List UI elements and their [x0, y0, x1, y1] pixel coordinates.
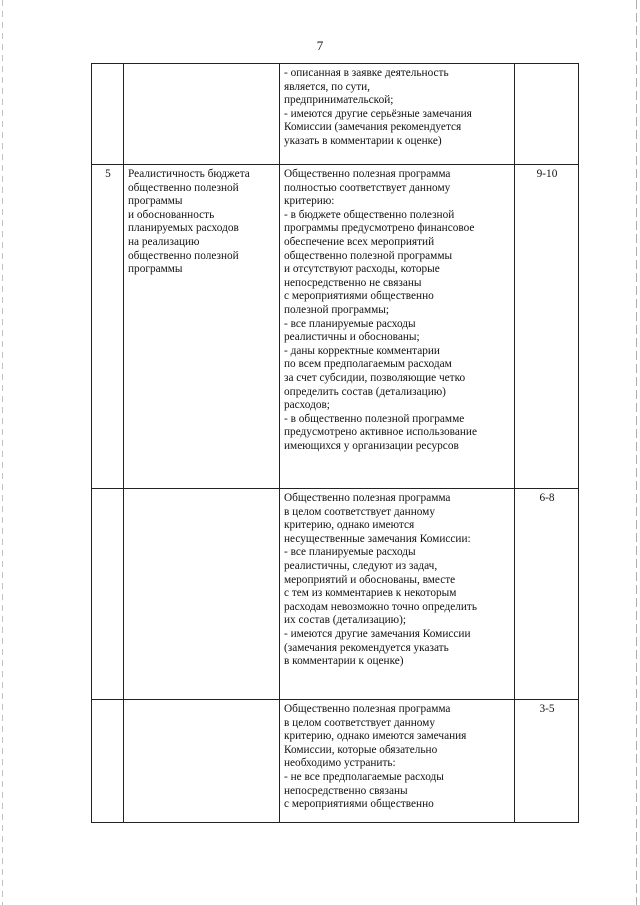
table-row: [92, 700, 579, 823]
text-line: Общественно полезная программа: [284, 703, 451, 715]
score-cell: 9-10: [515, 165, 579, 489]
text-line: - даны корректные комментарии: [284, 344, 440, 357]
page-number: 7: [316, 38, 324, 53]
text-line: реалистичны, следуют из задач,: [284, 559, 438, 572]
text-line: несущественные замечания Комиссии:: [284, 532, 471, 545]
text-line: по всем предполагаемым расходам: [284, 358, 452, 371]
text-line: (замечания рекомендуется указать: [284, 641, 449, 654]
criterion-name-cell: [124, 165, 280, 489]
text-line: имеющихся у организации ресурсов: [284, 439, 459, 452]
text-line: непосредственно не связаны: [284, 276, 422, 289]
criterion-description-cell: [280, 165, 515, 489]
criterion-description-cell: [280, 700, 515, 823]
text-line: планируемых расходов: [128, 222, 239, 235]
text-line: Общественно полезная программа: [284, 168, 451, 180]
text-line: необходимо устранить:: [284, 757, 396, 770]
text-line: общественно полезной программы: [284, 249, 453, 262]
text-line: - описанная в заявке деятельность: [284, 67, 449, 79]
score-cell: 6-8: [515, 489, 579, 700]
criterion-name-cell: [124, 64, 280, 165]
scan-edge-right: [636, 0, 637, 905]
row-number-cell: [92, 489, 124, 700]
text-line: с мероприятиями общественно: [284, 290, 434, 303]
text-line: является, по сути,: [284, 80, 371, 93]
criterion-name-cell: [124, 489, 280, 700]
criterion-name-cell: [124, 700, 280, 823]
criteria-table: [91, 63, 579, 823]
text-line: критерию, однако имеются замечания: [284, 730, 467, 743]
table-row: [92, 165, 579, 489]
text-line: - все планируемые расходы: [284, 546, 416, 559]
table-row: [92, 64, 579, 165]
text-line: предусмотрено активное использование: [284, 426, 477, 439]
text-line: непосредственно связаны: [284, 784, 408, 797]
text-line: Реалистичность бюджета: [128, 168, 250, 180]
text-line: в комментарии к оценке): [284, 655, 404, 668]
text-line: определить состав (детализацию): [284, 385, 446, 398]
text-line: - в общественно полезной программе: [284, 412, 465, 425]
text-line: Комиссии, которые обязательно: [284, 743, 438, 756]
text-line: с мероприятиями общественно: [284, 798, 434, 811]
text-line: и обоснованность: [128, 208, 215, 221]
criterion-description-cell: [280, 489, 515, 700]
text-line: их состав (детализацию);: [284, 614, 407, 627]
text-line: и отсутствуют расходы, которые: [284, 263, 440, 276]
text-line: - не все предполагаемые расходы: [284, 770, 444, 783]
text-line: - имеются другие замечания Комиссии: [284, 627, 471, 640]
text-line: Общественно полезная программа: [284, 492, 451, 504]
table-row: [92, 489, 579, 700]
text-line: - все планируемые расходы: [284, 317, 416, 330]
text-line: мероприятий и обоснованы, вместе: [284, 573, 456, 586]
row-number-cell: [92, 700, 124, 823]
text-line: полностью соответствует данному: [284, 181, 451, 194]
text-line: программы предусмотрено финансовое: [284, 222, 475, 235]
text-line: критерию, однако имеются: [284, 519, 415, 532]
text-line: общественно полезной: [128, 181, 239, 194]
text-line: в целом соответствует данному: [284, 505, 435, 518]
text-line: расходам невозможно точно определить: [284, 600, 477, 613]
text-line: с тем из комментариев к некоторым: [284, 587, 457, 600]
text-line: на реализацию: [128, 235, 200, 248]
score-cell: 3-5: [515, 700, 579, 823]
text-line: указать в комментарии к оценке): [284, 134, 442, 147]
criterion-description-cell: [280, 64, 515, 165]
text-line: обеспечение всех мероприятий: [284, 235, 435, 248]
text-line: в целом соответствует данному: [284, 716, 435, 729]
text-line: за счет субсидии, позволяющие четко: [284, 371, 466, 384]
text-line: - в бюджете общественно полезной: [284, 208, 455, 221]
row-number-cell: 5: [92, 165, 124, 489]
text-line: предпринимательской;: [284, 94, 394, 107]
text-line: программы: [128, 195, 183, 208]
scan-edge-left: [2, 0, 3, 905]
text-line: реалистичны и обоснованы;: [284, 331, 420, 344]
text-line: программы: [128, 263, 183, 276]
score-cell: [515, 64, 579, 165]
text-line: - имеются другие серьёзные замечания: [284, 107, 472, 120]
text-line: расходов;: [284, 399, 330, 412]
text-line: полезной программы;: [284, 303, 390, 316]
text-line: общественно полезной: [128, 249, 239, 262]
text-line: критерию:: [284, 195, 335, 208]
text-line: Комиссии (замечания рекомендуется: [284, 121, 462, 134]
row-number-cell: [92, 64, 124, 165]
